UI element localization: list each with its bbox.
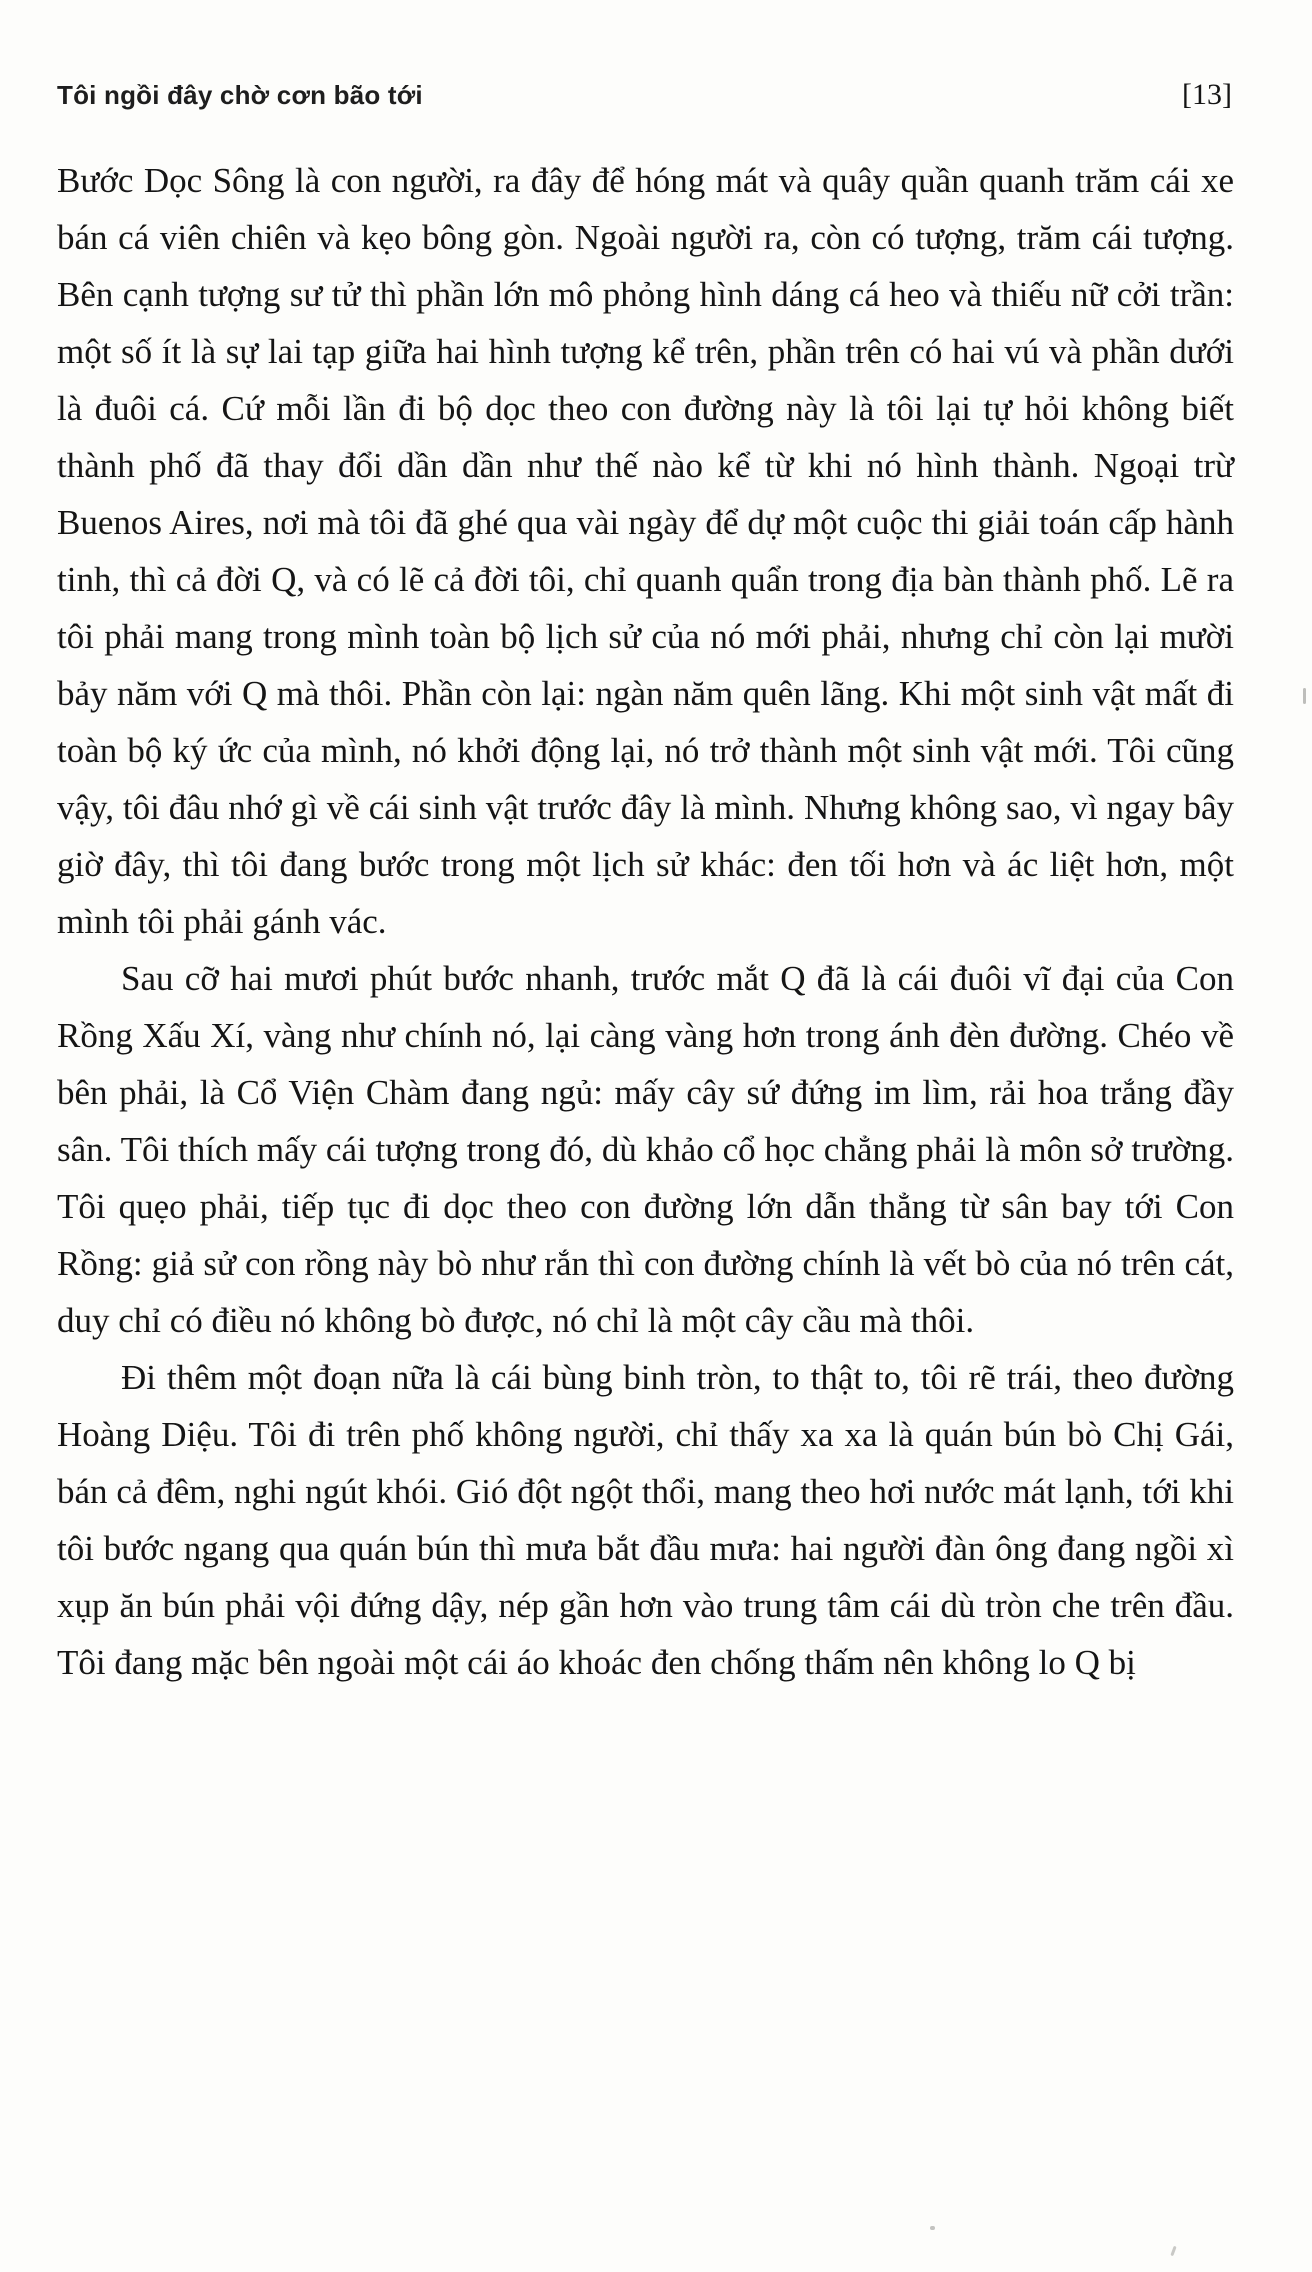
- paragraph: Sau cỡ hai mươi phút bước nhanh, trước mắt Q đã là cái đuôi vĩ đại của Con Rồng Xấu Xí, vàng như chính nó, lại càng vàng hơn trong ánh đèn đường. Chéo về bên phải, là Cổ Viện Chàm đang ngủ: mấy cây sứ đứng im lìm, rải hoa trắng đầy sân. Tôi thích mấy cái tượng trong đó, dù khảo cổ học chẳng phải là môn sở trường. Tôi quẹo phải, tiếp tục đi dọc theo con đường lớn dẫn thẳng từ sân bay tới Con Rồng: giả sử con rồng này bò như rắn thì con đường chính là vết bò của nó trên cát, duy chỉ có điều nó không bò được, nó chỉ là một cây cầu mà thôi.: [57, 959, 1234, 1340]
- running-title: Tôi ngồi đây chờ cơn bão tới: [57, 80, 423, 110]
- scan-speck: [930, 2226, 935, 2230]
- page-header: [57, 78, 1232, 112]
- scan-speck: [1303, 688, 1306, 704]
- page-body: [57, 152, 1234, 1691]
- scan-speck: [1170, 2246, 1176, 2256]
- page-number: [13]: [1182, 78, 1232, 111]
- paragraph: Đi thêm một đoạn nữa là cái bùng binh tròn, to thật to, tôi rẽ trái, theo đường Hoàng Diệu. Tôi đi trên phố không người, chỉ thấy xa xa là quán bún bò Chị Gái, bán cả đêm, nghi ngút khói. Gió đột ngột thổi, mang theo hơi nước mát lạnh, tới khi tôi bước ngang qua quán bún thì mưa bắt đầu mưa: hai người đàn ông đang ngồi xì xụp ăn bún phải vội đứng dậy, nép gần hơn vào trung tâm cái dù tròn che trên đầu. Tôi đang mặc bên ngoài một cái áo khoác đen chống thấm nên không lo Q bị: [57, 1358, 1234, 1682]
- paragraph: Bước Dọc Sông là con người, ra đây để hóng mát và quây quần quanh trăm cái xe bán cá viên chiên và kẹo bông gòn. Ngoài người ra, còn có tượng, trăm cái tượng. Bên cạnh tượng sư tử thì phần lớn mô phỏng hình dáng cá heo và thiếu nữ cởi trần: một số ít là sự lai tạp giữa hai hình tượng kể trên, phần trên có hai vú và phần dưới là đuôi cá. Cứ mỗi lần đi bộ dọc theo con đường này là tôi lại tự hỏi không biết thành phố đã thay đổi dần dần như thế nào kể từ khi nó hình thành. Ngoại trừ Buenos Aires, nơi mà tôi đã ghé qua vài ngày để dự một cuộc thi giải toán cấp hành tinh, thì cả đời Q, và có lẽ cả đời tôi, chỉ quanh quẩn trong địa bàn thành phố. Lẽ ra tôi phải mang trong mình toàn bộ lịch sử của nó mới phải, nhưng chỉ còn lại mười bảy năm với Q mà thôi. Phần còn lại: ngàn năm quên lãng. Khi một sinh vật mất đi toàn bộ ký ức của mình, nó khởi động lại, nó trở thành một sinh vật mới. Tôi cũng vậy, tôi đâu nhớ gì về cái sinh vật trước đây là mình. Nhưng không sao, vì ngay bây giờ đây, thì tôi đang bước trong một lịch sử khác: đen tối hơn và ác liệt hơn, một mình tôi phải gánh vác.: [57, 161, 1234, 941]
